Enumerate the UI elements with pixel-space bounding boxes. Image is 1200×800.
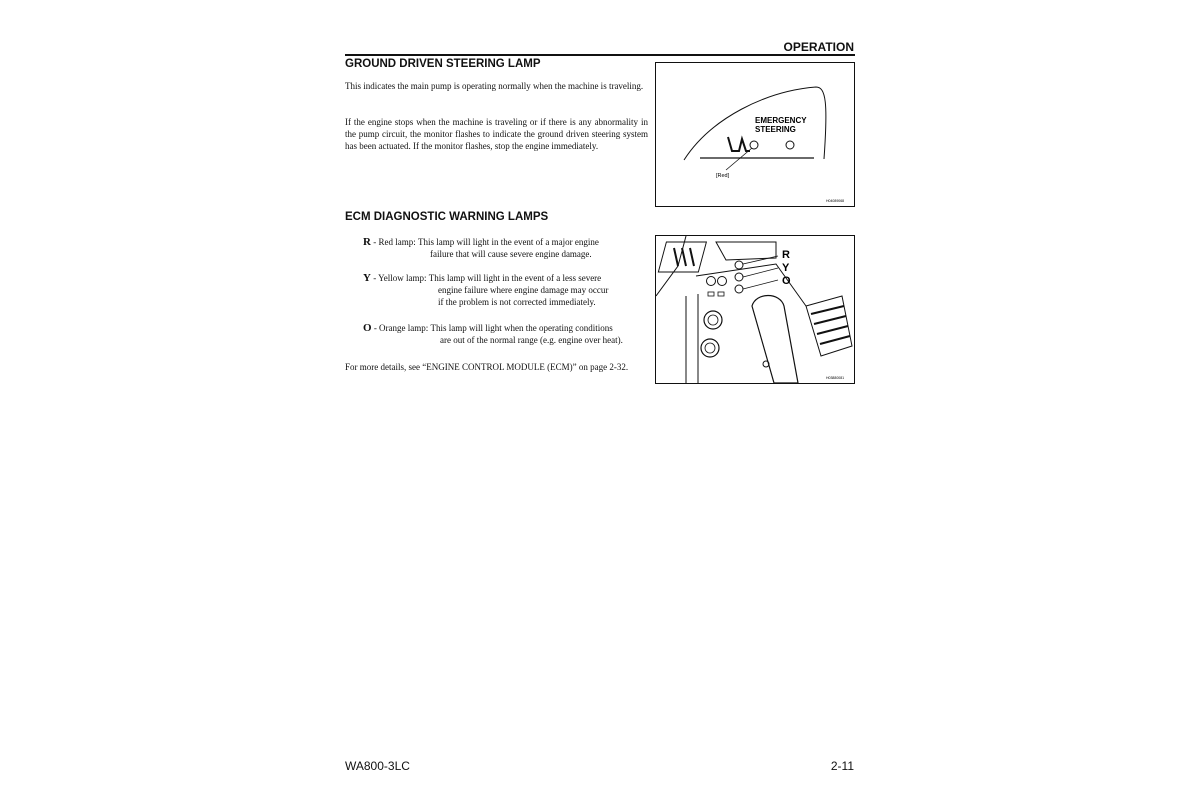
ecm-heading: ECM DIAGNOSTIC WARNING LAMPS — [345, 211, 549, 223]
ground-driven-para-1: This indicates the main pump is operating normally when the machine is traveling. — [345, 81, 644, 91]
lamp-desc-line: failure that will cause severe engine damage. — [430, 249, 592, 260]
steering-column — [752, 296, 798, 384]
dash-edge — [656, 236, 686, 296]
lamp-label-orange: - Orange lamp: — [371, 323, 431, 333]
emergency-steering-illustration — [656, 63, 854, 206]
pedal-treads — [811, 306, 850, 344]
lamp-desc-line: are out of the normal range (e.g. engine over heat). — [440, 335, 623, 346]
lamp-entry-red — [363, 236, 599, 260]
upper-panel — [716, 242, 776, 260]
ecm-lamps-illustration — [656, 236, 854, 383]
lamp-callout-o: O — [782, 275, 791, 287]
gauge-cluster — [658, 242, 706, 272]
switch-label-plate — [708, 292, 714, 296]
red-callout-label: [Red] — [716, 173, 730, 179]
lamp-letter-r: R — [363, 236, 371, 248]
header-rule — [345, 54, 855, 56]
lamp-letter-o: O — [363, 322, 372, 334]
lamp-letter-y: Y — [363, 272, 371, 284]
switch-label-plate — [718, 292, 724, 296]
figure-code: H03880081 — [826, 376, 845, 380]
toggle-switch-icon — [718, 277, 727, 286]
steering-label: STEERING — [755, 125, 796, 134]
lamp-desc-line: This lamp will light in the event of a major engine — [417, 237, 599, 247]
indicator-lamp-icon — [786, 141, 794, 149]
section-header: OPERATION — [783, 40, 854, 54]
footer-model: WA800-3LC — [345, 759, 410, 773]
page-number: 2-11 — [830, 759, 854, 773]
lamp-callout-y: Y — [782, 262, 790, 274]
ecm-more-details: For more details, see “ENGINE CONTROL MODULE (ECM)” on page 2-32. — [345, 362, 629, 372]
control-knob-icon — [701, 339, 719, 357]
lamp-desc-line: This lamp will light in the event of a less severe — [428, 273, 602, 283]
figure-code: H04089068 — [826, 199, 845, 203]
gauge-marks — [674, 248, 694, 266]
lamp-callout-r: R — [782, 249, 790, 261]
console-side — [686, 294, 698, 383]
yellow-lamp-icon — [735, 273, 743, 281]
ground-driven-para-2: If the engine stops when the machine is traveling or if there is any abnormality in the pump circuit, the monitor flashes to indicate the ground driven steering system has been actuated. If the monitor flashes, stop the engine immediately. — [345, 117, 648, 152]
leader-line-o — [743, 280, 778, 289]
lamp-entry-yellow — [363, 272, 608, 309]
toggle-switch-icon — [707, 277, 716, 286]
control-knob-icon — [704, 311, 722, 329]
leader-line-r — [743, 256, 778, 264]
orange-lamp-icon — [735, 285, 743, 293]
pump-symbol-icon — [728, 137, 750, 151]
ecm-lamps-figure — [655, 235, 855, 384]
red-indicator-lamp-icon — [750, 141, 758, 149]
lamp-label-red: - Red lamp: — [370, 237, 418, 247]
lamp-label-yellow: - Yellow lamp: — [370, 273, 429, 283]
leader-line-y — [743, 268, 778, 277]
lamp-desc-line: This lamp will light when the operating conditions — [430, 323, 613, 333]
lamp-entry-orange — [363, 322, 623, 346]
ground-driven-heading: GROUND DRIVEN STEERING LAMP — [345, 58, 541, 70]
lamp-desc-line: if the problem is not corrected immediately. — [438, 297, 596, 308]
emergency-steering-figure — [655, 62, 855, 207]
red-lamp-icon — [735, 261, 743, 269]
lamp-desc-line: engine failure where engine damage may occur — [438, 285, 609, 296]
emergency-label: EMERGENCY — [755, 116, 807, 125]
